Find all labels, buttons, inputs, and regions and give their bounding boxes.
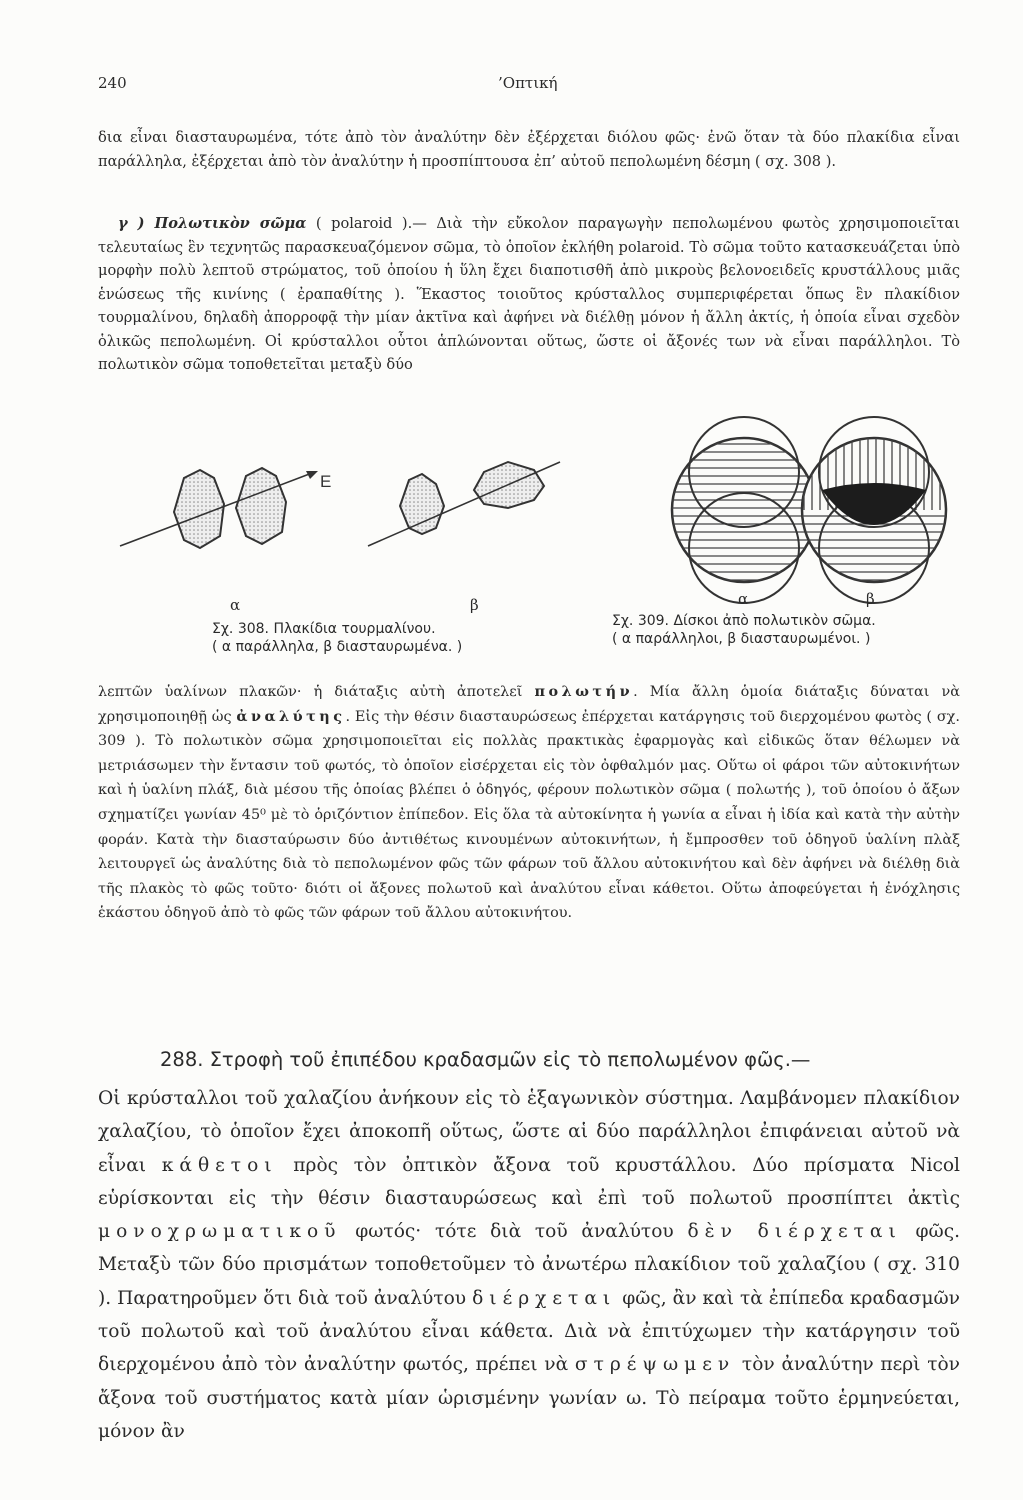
section-heading-288: 288. Στροφὴ τοῦ ἐπιπέδου κραδασμῶν εἰς τὸ πεπολωμένον φῶς.—: [160, 1048, 811, 1071]
emphasis-polotis: πολωτήν: [534, 683, 634, 700]
emphasis-strepsomen: στρέψωμεν: [574, 1354, 736, 1376]
fig308-parallel-plates: [120, 468, 318, 548]
emphasis-monochromatikou: μονοχρωματικοῦ: [98, 1221, 342, 1243]
emphasis-dierchetai: διέρχεται: [472, 1287, 617, 1309]
running-title: ’Οπτική: [498, 74, 558, 92]
fig309-crossed-discs: [802, 417, 946, 603]
fig308-caption: Σχ. 308. Πλακίδια τουρμαλίνου. ( α παράλληλα, β διασταυρωμένα. ): [212, 621, 463, 655]
fig308-label-b: β: [470, 596, 479, 614]
fig308-label-a: α: [230, 596, 241, 614]
fig309-parallel-discs: [672, 417, 816, 603]
emphasis-kathetoi: κάθετοι: [161, 1154, 278, 1176]
page-number: 240: [98, 74, 127, 92]
emphasis-den-dierchetai: δὲν διέρχεται: [687, 1221, 902, 1243]
paragraph-quartz-rotation: Οἱ κρύσταλλοι τοῦ χαλαζίου ἀνήκουν εἰς τὸ ἑξαγωνικὸν σύστημα. Λαμβάνομεν πλακίδιον χαλαζίου, τὸ ὁποῖον ἔχει ἀποκοπῆ οὕτως, ὥστε αἱ δύο παράλληλοι ἐπιφάνειαι αὐτοῦ νὰ εἶναι κάθετοι πρὸς τὸν ὀπτικὸν ἄξονα τοῦ κρυστάλλου. Δύο πρίσματα Nicol εὑρίσκονται εἰς τὴν θέσιν διασταυρώσεως καὶ ἐπὶ τοῦ πολωτοῦ προσπίπτει ἀκτὶς μονοχρωματικοῦ φωτός· τότε διὰ τοῦ ἀναλύτου δὲν διέρχεται φῶς. Μεταξὺ τῶν δύο πρισμάτων τοποθετοῦμεν τὸ ἀνωτέρω πλακίδιον τοῦ χαλαζίου ( σχ. 310 ). Παρατηροῦμεν ὅτι διὰ τοῦ ἀναλύτου διέρχεται φῶς, ἂν καὶ τὰ ἐπίπεδα κραδασμῶν τοῦ πολωτοῦ καὶ τοῦ ἀναλύτου εἶναι κάθετα. Διὰ νὰ ἐπιτύχωμεν τὴν κατάργησιν τοῦ διερχομένου ἀπὸ τὸν ἀναλύτην φωτός, πρέπει νὰ στρέψωμεν τὸν ἀναλύτην περὶ τὸν ἄξονα τοῦ συστήματος κατὰ μίαν ὡρισμένην γωνίαν ω. Τὸ πείραμα τοῦτο ἑρμηνεύεται, μόνον ἂν: [98, 1088, 961, 1442]
fig309-label-a: α: [738, 590, 749, 608]
polaroid-subheading: γ ) Πολωτικὸν σῶμα: [118, 215, 307, 232]
fig308-crossed-plates: [368, 462, 560, 546]
fig309-caption: Σχ. 309. Δίσκοι ἀπὸ πολωτικὸν σῶμα. ( α παράλληλοι, β διασταυρωμένοι. ): [612, 613, 876, 647]
paragraph-polarizer-usage: λεπτῶν ὑαλίνων πλακῶν· ἡ διάταξις αὐτὴ ἀποτελεῖ πολωτήν. Μία ἄλλη ὁμοία διάταξις δύναται νὰ χρησιμοποιηθῇ ὡς ἀναλύτης. Εἰς τὴν θέσιν διασταυρώσεως ἐπέρχεται κατάργησις τοῦ διερχομένου φωτὸς ( σχ. 309 ). Τὸ πολωτικὸν σῶμα χρησιμοποιεῖται εἰς πολλὰς πρακτικὰς ἐφαρμογὰς καὶ εἰδικῶς ὅταν θέλωμεν νὰ μετριάσωμεν τὴν ἔντασιν τοῦ φωτός, τὸ ὁποῖον εἰσέρχεται εἰς τὸν ὀφθαλμόν μας. Οὕτω οἱ φάροι τῶν αὐτοκινήτων καὶ ἡ ὑαλίνη πλάξ, διὰ μέσου τῆς ὁποίας βλέπει ὁ ὁδηγός, φέρουν πολωτικὸν σῶμα ( πολωτής ), τοῦ ὁποίου ὁ ἄξων σχηματίζει γωνίαν 45⁰ μὲ τὸ ὁριζόντιον ἐπίπεδον. Εἰς ὅλα τὰ αὐτοκίνητα ἡ γωνία α εἶναι ἡ ἰδία καὶ κατὰ τὴν αὐτὴν φοράν. Κατὰ τὴν διασταύρωσιν δύο ἀντιθέτως κινουμένων αὐτοκινήτων, ἡ ἔμπροσθεν τοῦ ὁδηγοῦ ὑαλίνη πλὰξ λειτουργεῖ ὡς ἀναλύτης διὰ τὸ πεπολωμένον φῶς τῶν φάρων τοῦ ἄλλου αὐτοκινήτου καὶ δὲν ἀφήνει νὰ διέλθῃ διὰ τῆς πλακὸς τὸ φῶς τοῦτο· διότι οἱ ἄξονες πολωτοῦ καὶ ἀναλύτου εἶναι κάθετοι. Οὕτω ἀποφεύγεται ἡ ἐνόχλησις ἑκάστου ὁδηγοῦ ἀπὸ τὸ φῶς τῶν φάρων τοῦ ἄλλου αὐτοκινήτου.: [98, 683, 960, 922]
emphasis-analytis: ἀναλύτης: [236, 707, 346, 725]
paragraph-continuation: δια εἶναι διασταυρωμένα, τότε ἀπὸ τὸν ἀναλύτην δὲν ἐξέρχεται διόλου φῶς· ἐνῶ ὅταν τὰ δύο πλακίδια εἶναι παράλληλα, ἐξέρχεται ἀπὸ τὸν ἀναλύτην ἡ προσπίπτουσα ἐπ’ αὐτοῦ πεπολωμένη δέσμη ( σχ. 308 ).: [98, 129, 960, 170]
fig309-label-b: β: [866, 590, 875, 608]
polaroid-text: ( polaroid ).— Διὰ τὴν εὔκολον παραγωγὴν πεπολωμένου φωτὸς χρησιμοποιεῖται τελευταίως ἓν τεχνητῶς παρασκευαζόμενον σῶμα, τὸ ὁποῖον ἐκλήθη polaroid. Τὸ σῶμα τοῦτο κατασκευάζεται ὑπὸ μορφὴν πολὺ λεπτοῦ στρώματος, τοῦ ὁποίου ἡ ὕλη ἔχει διαποτισθῆ ἀπὸ μικροὺς βελονοειδεῖς κρυστάλλους μιᾶς ἑνώσεως τῆς κινίνης ( ἐραπαθίτης ). Ἕκαστος τοιοῦτος κρύσταλλος συμπεριφέρεται ὅπως ἓν πλακίδιον τουρμαλίνου, δηλαδὴ ἀπορροφᾷ τὴν μίαν ἀκτῖνα καὶ ἀφήνει νὰ διέλθῃ μόνον ἡ ἄλλη ἀκτίς, ἡ ὁποία εἶναι σχεδὸν ὁλικῶς πεπολωμένη. Οἱ κρύσταλλοι οὗτοι ἁπλώνονται οὕτως, ὥστε οἱ ἄξονές των νὰ εἶναι παράλληλοι. Τὸ πολωτικὸν σῶμα τοποθετεῖται μεταξὺ δύο: [98, 215, 960, 373]
arrow-label-e: E: [320, 472, 332, 491]
